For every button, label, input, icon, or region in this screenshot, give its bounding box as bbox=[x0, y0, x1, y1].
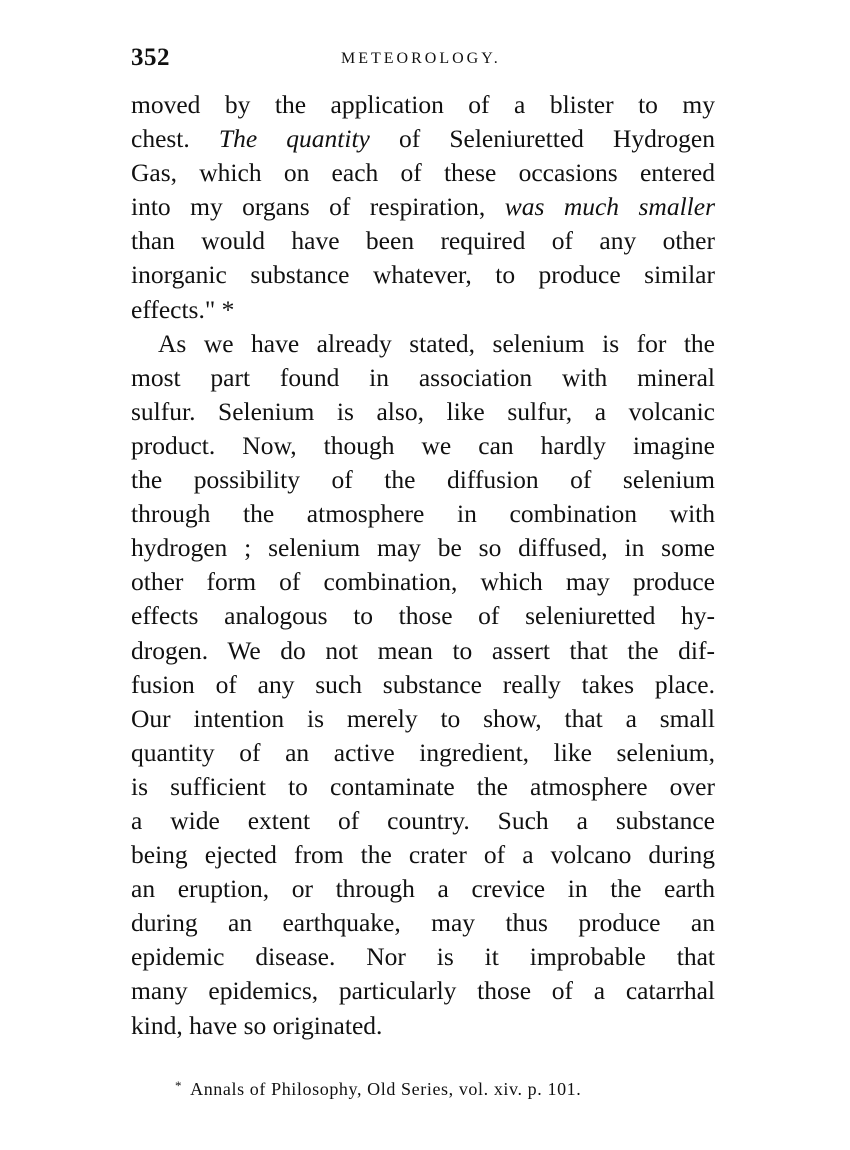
text-line: most part found in association with mineral bbox=[131, 362, 715, 392]
italic-span: The quantity bbox=[218, 124, 370, 154]
text-line: product. Now, though we can hardly imagine bbox=[131, 430, 715, 460]
body-text bbox=[131, 88, 715, 1043]
footnote-text: Annals of Philosophy, Old Series, vol. xiv. p. 101. bbox=[190, 1079, 582, 1099]
text-span: into my organs of respiration, bbox=[131, 192, 486, 222]
text-line: As we have already stated, selenium is for the bbox=[158, 328, 715, 358]
text-span: chest. bbox=[131, 124, 190, 154]
running-head bbox=[131, 44, 715, 74]
footnote-marker: * bbox=[175, 1078, 183, 1093]
text-line: a wide extent of country. Such a substance bbox=[131, 805, 715, 835]
text-line: kind, have so originated. bbox=[131, 1010, 383, 1040]
text-line: effects." * bbox=[131, 294, 235, 324]
text-line: epidemic disease. Nor is it improbable that bbox=[131, 942, 715, 972]
running-title: METEOROLOGY. bbox=[341, 50, 501, 67]
text-line: moved by the application of a blister to my bbox=[131, 90, 715, 119]
text-line: is sufficient to contaminate the atmosphere over bbox=[131, 771, 715, 801]
text-span: of Seleniuretted Hydrogen bbox=[398, 124, 715, 154]
text-line: quantity of an active ingredient, like selenium, bbox=[131, 737, 715, 767]
text-line: fusion of any such substance really takes place. bbox=[131, 669, 715, 699]
text-line: Our intention is merely to show, that a small bbox=[131, 703, 715, 733]
italic-span: was much smaller bbox=[504, 192, 715, 222]
text-line: during an earthquake, may thus produce an bbox=[131, 908, 715, 938]
text-line: many epidemics, particularly those of a catarrhal bbox=[131, 976, 715, 1006]
text-line: other form of combination, which may produce bbox=[131, 567, 715, 597]
page-number: 352 bbox=[131, 44, 170, 71]
text-line: Gas, which on each of these occasions entered bbox=[131, 158, 715, 188]
text-line bbox=[131, 190, 715, 224]
text-line: drogen. We do not mean to assert that the dif- bbox=[131, 635, 715, 665]
text-line: through the atmosphere in combination with bbox=[131, 499, 715, 529]
text-line: the possibility of the diffusion of selenium bbox=[131, 465, 715, 495]
text-line: being ejected from the crater of a volcano during bbox=[131, 840, 715, 870]
text-line: an eruption, or through a crevice in the earth bbox=[131, 874, 715, 904]
footnote bbox=[175, 1078, 581, 1100]
text-line: than would have been required of any other bbox=[131, 226, 715, 256]
text-line bbox=[131, 122, 715, 156]
text-line: inorganic substance whatever, to produce similar bbox=[131, 260, 715, 290]
text-line: hydrogen ; selenium may be so diffused, in some bbox=[131, 533, 715, 563]
text-line: sulfur. Selenium is also, like sulfur, a volcanic bbox=[131, 396, 715, 426]
text-line: effects analogous to those of seleniuretted hy- bbox=[131, 601, 715, 631]
